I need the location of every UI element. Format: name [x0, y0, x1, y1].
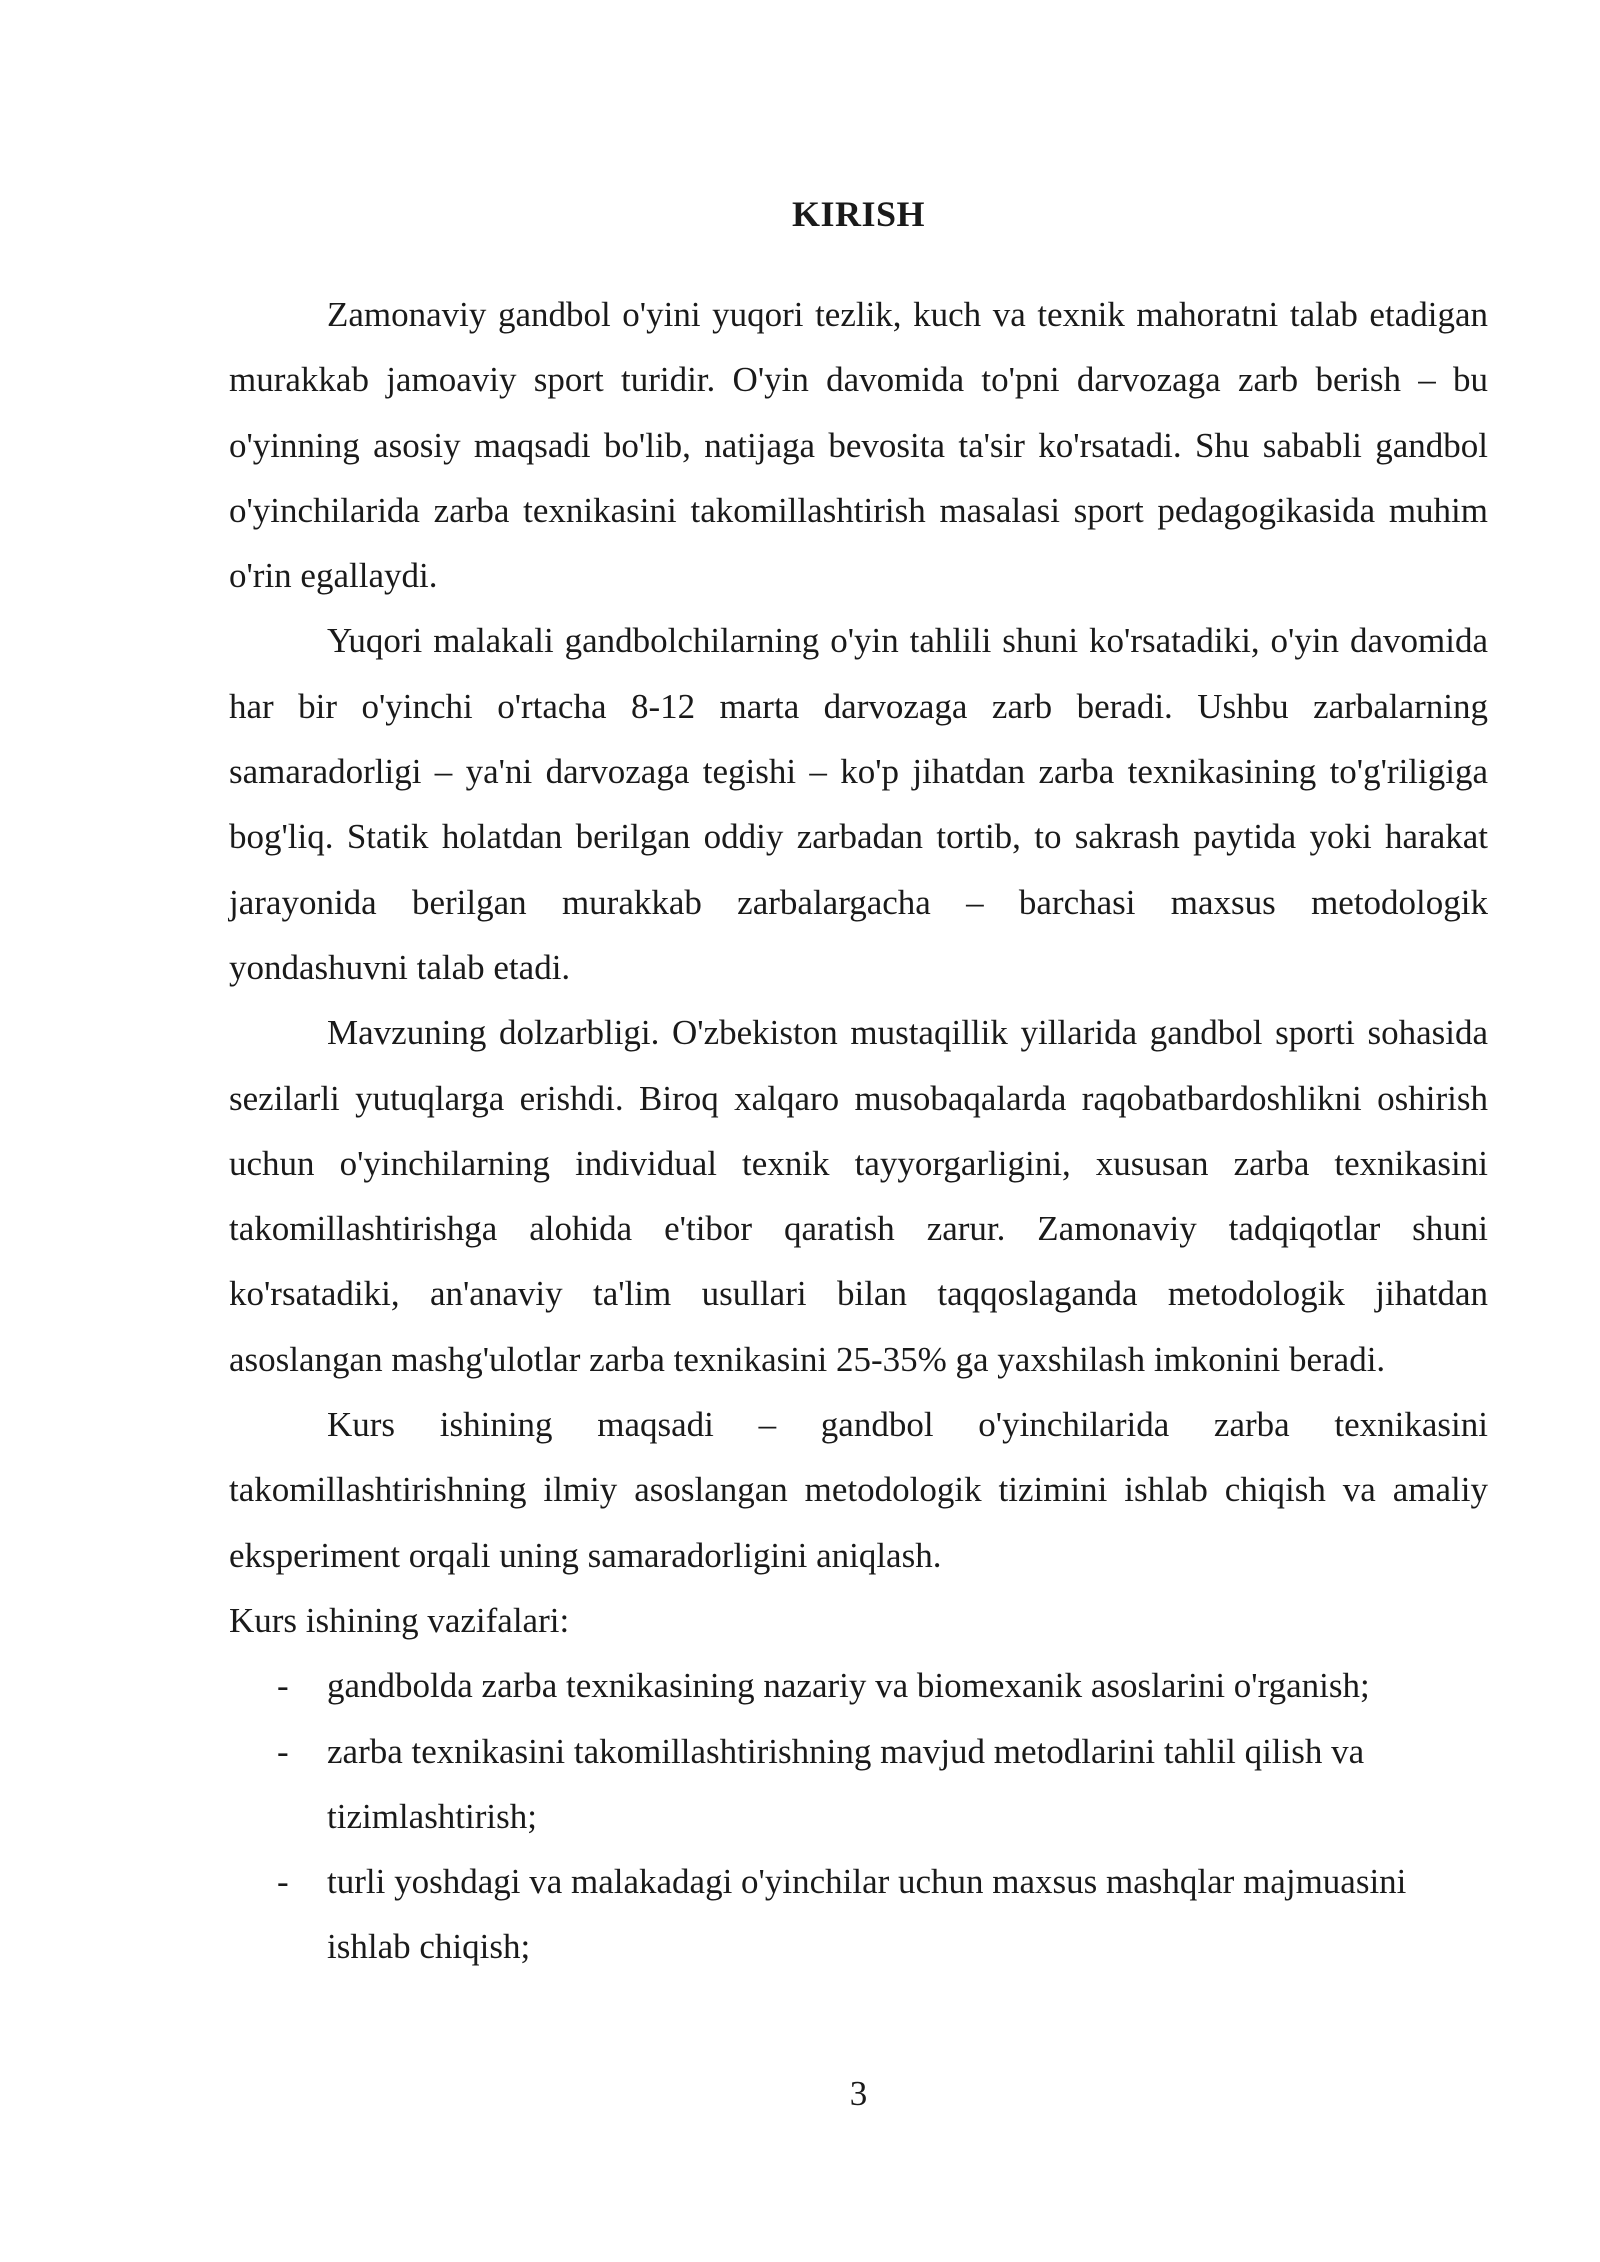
paragraph-relevance: Mavzuning dolzarbligi. O'zbekiston mustaqillik yillarida gandbol sporti sohasida sezilarli yutuqlarga erishdi. Biroq xalqaro musobaqalarda raqobatbardoshlikni oshirish uchun o'yinchilarning individual texnik tayyorgarligini, xususan zarba texnikasini takomillashtirishga alohida e'tibor qaratish zarur. Zamonaviy tadqiqotlar shuni ko'rsatadiki, an'anaviy ta'lim usullari bilan taqqoslaganda metodologik jihatdan asoslangan mashg'ulotlar zarba texnikasini 25-35% ga yaxshilash imkonini beradi. — [229, 1013, 1488, 1379]
list-item-text: zarba texnikasini takomillashtirishning mavjud metodlarini tahlil qilish va tizimlashtirish; — [327, 1731, 1365, 1836]
paragraph-goal: Kurs ishining maqsadi – gandbol o'yinchilarida zarba texnikasini takomillashtirishning ilmiy asoslangan metodologik tizimini ishlab chiqish va amaliy eksperiment orqali uning samaradorligini aniqlash. — [229, 1405, 1488, 1575]
section-heading: KIRISH — [791, 194, 926, 234]
list-marker: - — [277, 1862, 289, 1902]
list-item — [277, 1653, 1488, 1718]
paragraph-analysis: Yuqori malakali gandbolchilarning o'yin tahlili shuni ko'rsatadiki, o'yin davomida har bir o'yinchi o'rtacha 8-12 marta darvozaga zarb beradi. Ushbu zarbalarning samaradorligi – ya'ni darvozaga tegishi – ko'p jihatdan zarba texnikasining to'g'riligiga bog'liq. Statik holatdan berilgan oddiy zarbadan tortib, to sakrash paytida yoki harakat jarayonida berilgan murakkab zarbalargacha – barchasi maxsus metodologik yondashuvni talab etadi. — [229, 621, 1488, 987]
list-item — [277, 1849, 1488, 1980]
page-number: 3 — [849, 2074, 868, 2113]
tasks-list — [229, 1653, 1488, 1979]
paragraph-intro: Zamonaviy gandbol o'yini yuqori tezlik, kuch va texnik mahoratni talab etadigan murakkab jamoaviy sport turidir. O'yin davomida to'pni darvozaga zarb berish – bu o'yinning asosiy maqsadi bo'lib, natijaga bevosita ta'sir ko'rsatadi. Shu sababli gandbol o'yinchilarida zarba texnikasini takomillashtirish masalasi sport pedagogikasida muhim o'rin egallaydi. — [229, 295, 1488, 596]
list-item-text: gandbolda zarba texnikasining nazariy va biomexanik asoslarini o'rganish; — [327, 1666, 1370, 1706]
list-marker: - — [277, 1731, 289, 1771]
list-item — [277, 1719, 1488, 1850]
list-item-text: turli yoshdagi va malakadagi o'yinchilar uchun maxsus mashqlar majmuasini ishlab chiqish; — [327, 1862, 1407, 1967]
tasks-heading: Kurs ishining vazifalari: — [229, 1600, 570, 1640]
body-text — [229, 282, 1488, 1980]
list-marker: - — [277, 1666, 289, 1706]
